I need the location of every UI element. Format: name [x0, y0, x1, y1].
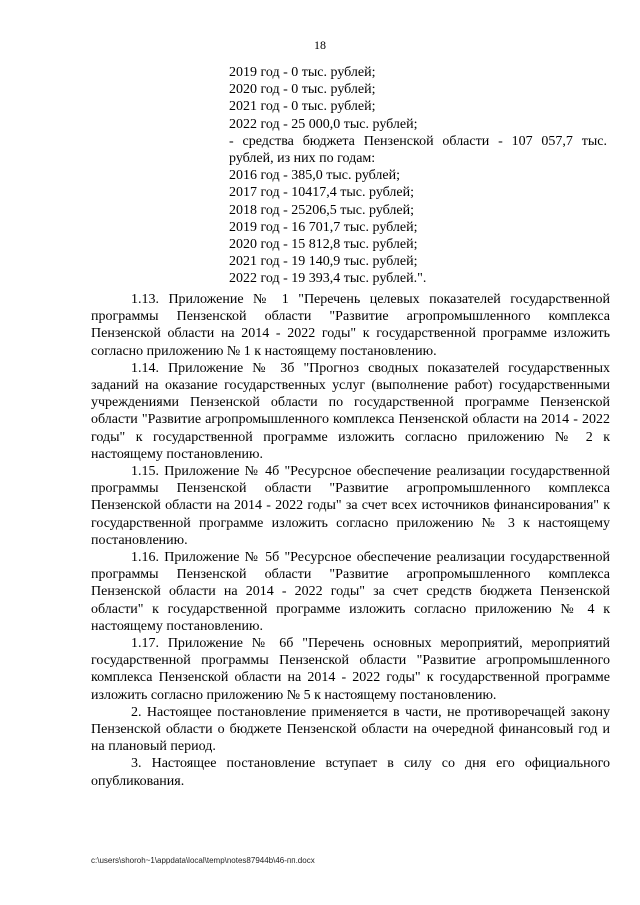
- funding-list: [229, 64, 609, 288]
- funding-line: 2016 год - 385,0 тыс. рублей;: [229, 168, 401, 184]
- document-body: [91, 291, 610, 790]
- file-path-footer: c:\users\shoroh~1\appdata\local\temp\notes87944b\46-пп.docx: [91, 856, 315, 865]
- paragraph-1-14: 1.14. Приложение № 3б "Прогноз сводных показателей государственных заданий на оказание государственных услуг (выполнение работ) государственными учреждениями Пензенской области по государственной программе Пензенской области "Развитие агропромышленного комплекса Пензенской области на 2014 - 2022 годы" к государственной программе изложить согласно приложению № 2 к настоящему постановлению.: [91, 360, 610, 462]
- funding-line: 2022 год - 19 393,4 тыс. рублей.".: [229, 271, 427, 287]
- funding-line: 2017 год - 10417,4 тыс. рублей;: [229, 185, 415, 201]
- funding-line: 2018 год - 25206,5 тыс. рублей;: [229, 202, 415, 218]
- funding-line: 2021 год - 0 тыс. рублей;: [229, 99, 376, 115]
- funding-line: 2019 год - 16 701,7 тыс. рублей;: [229, 219, 418, 235]
- funding-line: 2022 год - 25 000,0 тыс. рублей;: [229, 116, 418, 132]
- paragraph-1-13: 1.13. Приложение № 1 "Перечень целевых показателей государственной программы Пензенской области "Развитие агропромышленного комплекса Пензенской области на 2014 - 2022 годы" к государственной программе изложить согласно приложению № 1 к настоящему постановлению.: [91, 292, 610, 359]
- paragraph-2: 2. Настоящее постановление применяется в части, не противоречащей закону Пензенской области о бюджете Пензенской области на очередной финансовый год и на плановый период.: [91, 704, 610, 755]
- funding-line: 2020 год - 0 тыс. рублей;: [229, 82, 376, 98]
- page-number: 18: [314, 38, 326, 52]
- funding-line: 2019 год - 0 тыс. рублей;: [229, 65, 376, 80]
- funding-line: 2021 год - 19 140,9 тыс. рублей;: [229, 254, 418, 270]
- paragraph-1-15: 1.15. Приложение № 4б "Ресурсное обеспечение реализации государственной программы Пензенской области "Развитие агропромышленного комплекса Пензенской области на 2014 - 2022 годы" за счет всех источников финансирования" к государственной программе изложить согласно приложению № 3 к настоящему постановлению.: [91, 464, 610, 548]
- paragraph-1-17: 1.17. Приложение № 6б "Перечень основных мероприятий, мероприятий государственной программы Пензенской области "Развитие агропромышленного комплекса Пензенской области на 2014 - 2022 годы" к государственной программе изложить согласно приложению № 5 к настоящему постановлению.: [91, 636, 610, 703]
- funding-line: 2020 год - 15 812,8 тыс. рублей;: [229, 237, 418, 253]
- regional-budget-intro: - средства бюджета Пензенской области - 107 057,7 тыс. рублей, из них по годам:: [229, 133, 607, 167]
- paragraph-1-16: 1.16. Приложение № 5б "Ресурсное обеспечение реализации государственной программы Пензенской области "Развитие агропромышленного комплекса Пензенской области на 2014 - 2022 годы" за счет средств бюджета Пензенской области" к государственной программе изложить согласно приложению № 4 к настоящему постановлению.: [91, 550, 610, 634]
- paragraph-3: 3. Настоящее постановление вступает в силу со дня его официального опубликования.: [91, 756, 610, 789]
